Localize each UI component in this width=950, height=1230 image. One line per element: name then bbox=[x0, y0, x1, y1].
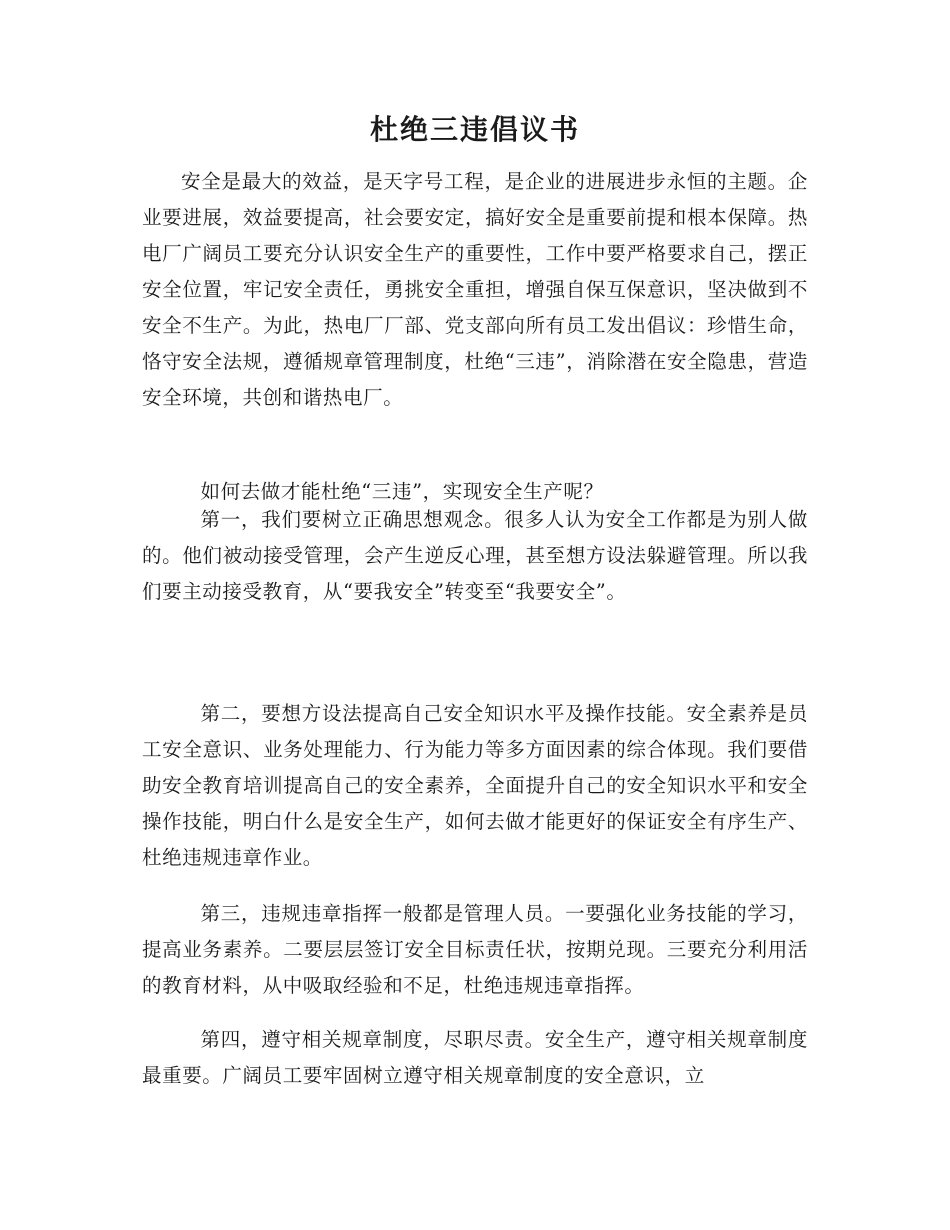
paragraph-question: 如何去做才能杜绝“三违”，实现安全生产呢？ bbox=[200, 480, 604, 503]
paragraph-third: 第三，违规违章指挥一般都是管理人员。一要强化业务技能的学习，提高业务素养。二要层层签订安全目标责任状，按期兑现。三要充分利用活的教育材料，从中吸取经验和不足，杜绝违规违章指挥。 bbox=[142, 902, 808, 997]
paragraph-second: 第二，要想方设法提高自己安全知识水平及操作技能。安全素养是员工安全意识、业务处理能力、行为能力等多方面因素的综合体现。我们要借助安全教育培训提高自己的安全素养，全面提升自己的安全知识水平和安全操作技能，明白什么是安全生产，如何去做才能更好的保证安全有序生产、杜绝违规违章作业。 bbox=[142, 702, 808, 869]
document-title: 杜绝三违倡议书 bbox=[369, 113, 580, 146]
paragraph-fourth: 第四，遵守相关规章制度，尽职尽责。安全生产，遵守相关规章制度最重要。广阔员工要牢固树立遵守相关规章制度的安全意识，立 bbox=[142, 1028, 808, 1087]
paragraph-intro: 安全是最大的效益，是天字号工程，是企业的进展进步永恒的主题。企业要进展，效益要提高，社会要安定，搞好安全是重要前提和根本保障。热电厂广阔员工要充分认识安全生产的重要性，工作中要严格要求自己，摆正安全位置，牢记安全责任，勇挑安全重担，增强自保互保意识，坚决做到不安全不生产。为此，热电厂厂部、党支部向所有员工发出倡议：珍惜生命，恪守安全法规，遵循规章管理制度，杜绝“三违”，消除潜在安全隐患，营造安全环境，共创和谐热电厂。 bbox=[142, 170, 808, 409]
paragraph-first: 第一，我们要树立正确思想观念。很多人认为安全工作都是为别人做的。他们被动接受管理，会产生逆反心理，甚至想方设法躲避管理。所以我们要主动接受教育，从“要我安全”转变至“我要安全”。 bbox=[142, 508, 808, 603]
